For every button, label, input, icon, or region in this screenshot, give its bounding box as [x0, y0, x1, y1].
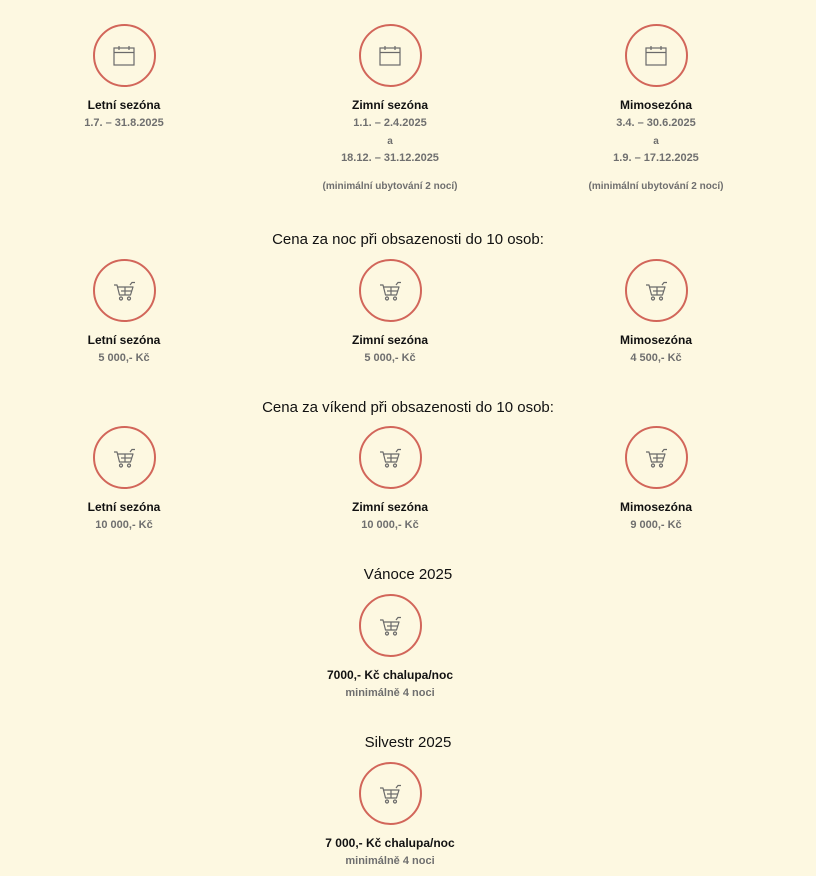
- price-item: [4, 426, 244, 535]
- shopping-cart-icon: [359, 259, 422, 322]
- season-title: Letní sezóna: [87, 98, 161, 112]
- calendar-icon: [93, 24, 156, 87]
- night-price-heading: Cena za noc při obsazenosti do 10 osob:: [272, 231, 544, 248]
- season-off: [536, 24, 776, 193]
- season-dates: 1.9. – 17.12.2025: [613, 151, 699, 164]
- price-title: Zimní sezóna: [351, 333, 428, 347]
- price-item: [536, 259, 776, 368]
- season-note: (minimální ubytování 2 nocí): [588, 181, 724, 192]
- newyear-note: minimálně 4 noci: [345, 855, 435, 867]
- christmas-note: minimálně 4 noci: [345, 687, 435, 699]
- season-winter: [270, 24, 510, 193]
- season-dates: 1.1. – 2.4.2025: [353, 117, 427, 129]
- price-value: 10 000,- Kč: [95, 519, 153, 531]
- calendar-icon: [359, 24, 422, 87]
- christmas-price: 7000,- Kč chalupa/noc: [326, 668, 454, 682]
- newyear-heading: Silvestr 2025: [364, 734, 452, 751]
- price-value: 5 000,- Kč: [98, 352, 150, 364]
- shopping-cart-icon: [359, 426, 422, 489]
- price-value: 4 500,- Kč: [630, 352, 682, 364]
- price-title: Letní sezóna: [87, 333, 161, 347]
- newyear-item: [270, 762, 510, 871]
- season-note: (minimální ubytování 2 nocí): [322, 181, 458, 192]
- price-item: [4, 259, 244, 368]
- price-title: Letní sezóna: [87, 500, 161, 514]
- shopping-cart-icon: [93, 426, 156, 489]
- price-title: Zimní sezóna: [351, 500, 428, 514]
- price-value: 5 000,- Kč: [364, 352, 416, 364]
- calendar-icon: [625, 24, 688, 87]
- price-item: [536, 426, 776, 535]
- christmas-heading: Vánoce 2025: [363, 566, 453, 583]
- shopping-cart-icon: [359, 594, 422, 657]
- season-title: Zimní sezóna: [351, 98, 428, 112]
- season-and: a: [387, 135, 393, 147]
- price-value: 9 000,- Kč: [630, 519, 682, 531]
- price-value: 10 000,- Kč: [361, 519, 419, 531]
- price-item: [270, 426, 510, 535]
- season-summer: [4, 24, 244, 133]
- newyear-price: 7 000,- Kč chalupa/noc: [325, 836, 455, 850]
- price-item: [270, 259, 510, 368]
- season-title: Mimosezóna: [619, 98, 692, 112]
- price-title: Mimosezóna: [619, 500, 692, 514]
- price-title: Mimosezóna: [619, 333, 692, 347]
- shopping-cart-icon: [625, 259, 688, 322]
- shopping-cart-icon: [359, 762, 422, 825]
- season-dates: 1.7. – 31.8.2025: [84, 117, 164, 129]
- christmas-item: [270, 594, 510, 703]
- season-and: a: [653, 135, 659, 147]
- season-dates: 3.4. – 30.6.2025: [616, 117, 696, 129]
- shopping-cart-icon: [625, 426, 688, 489]
- season-dates: 18.12. – 31.12.2025: [341, 151, 439, 164]
- weekend-price-heading: Cena za víkend při obsazenosti do 10 osob:: [262, 399, 554, 416]
- shopping-cart-icon: [93, 259, 156, 322]
